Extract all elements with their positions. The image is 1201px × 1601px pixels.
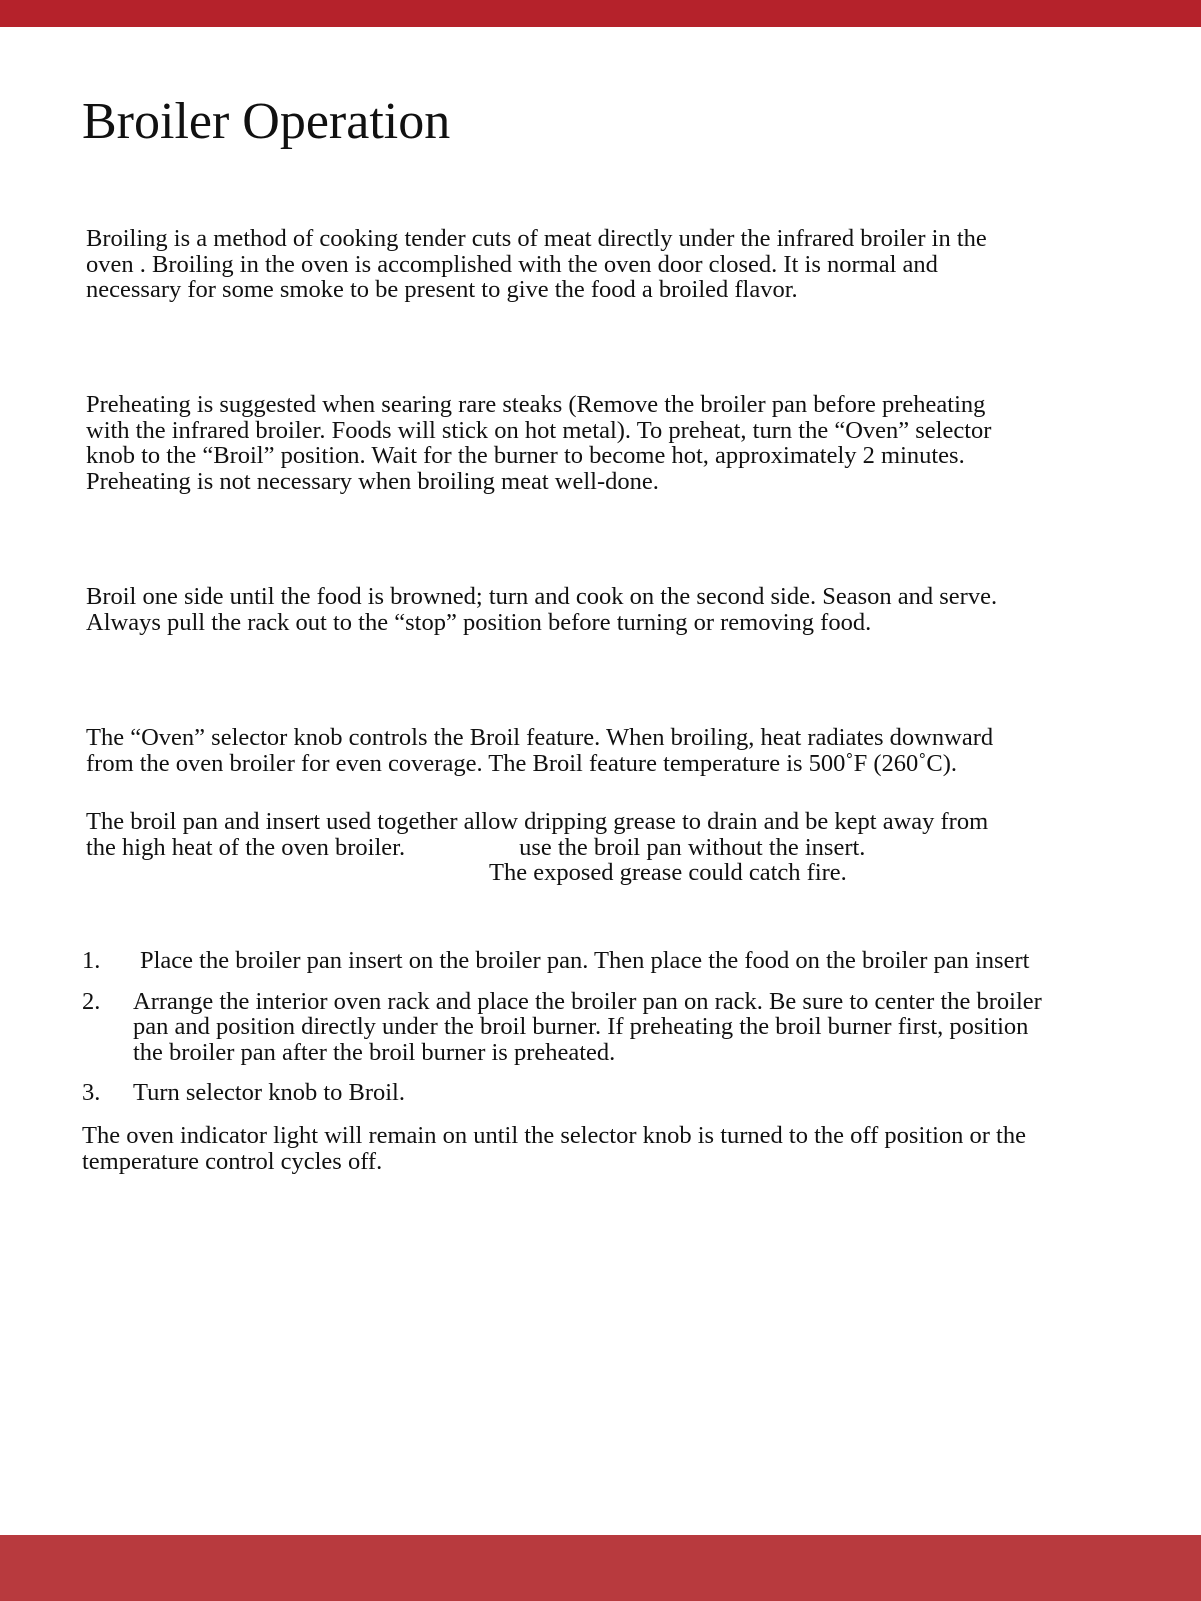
text-line: Broil one side until the food is browned; turn and cook on the second side. Season and serve. xyxy=(86,583,998,610)
step-text xyxy=(82,989,1192,1066)
text-line: Turn selector knob to Broil. xyxy=(133,1079,405,1106)
text-line xyxy=(86,835,1186,861)
text-line: from the oven broiler for even coverage. The Broil feature temperature is 500˚F (260˚C). xyxy=(86,749,958,777)
step-number: 3. xyxy=(82,1079,101,1106)
closing-paragraph xyxy=(82,1123,1192,1174)
step-number: 1. xyxy=(82,947,101,974)
list-item xyxy=(82,1080,1192,1106)
broil-side-paragraph xyxy=(86,584,1186,635)
broil-pan-paragraph xyxy=(86,809,1186,886)
text-line: Place the broiler pan insert on the broiler pan. Then place the food on the broiler pan insert xyxy=(140,947,1030,974)
text-line: the broiler pan after the broil burner is preheated. xyxy=(133,1038,616,1066)
text-line: Preheating is not necessary when broiling meat well-done. xyxy=(86,467,659,495)
step-text xyxy=(82,1080,1192,1106)
intro-paragraph xyxy=(86,226,1186,303)
text-line: The “Oven” selector knob controls the Broil feature. When broiling, heat radiates downward xyxy=(86,724,994,751)
header-bar xyxy=(0,0,1201,27)
preheating-paragraph xyxy=(86,392,1186,494)
text-line: Preheating is suggested when searing rare steaks (Remove the broiler pan before preheating xyxy=(86,391,986,418)
step-number: 2. xyxy=(82,987,101,1015)
text-line: with the infrared broiler. Foods will stick on hot metal). To preheat, turn the “Oven” selector xyxy=(86,416,992,444)
text-line: knob to the “Broil” position. Wait for the burner to become hot, approximately 2 minutes. xyxy=(86,442,965,469)
text-line: oven . Broiling in the oven is accomplished with the oven door closed. It is normal and xyxy=(86,250,938,278)
text-line: The broil pan and insert used together allow dripping grease to drain and be kept away from xyxy=(86,808,989,835)
text-line: Always pull the rack out to the “stop” position before turning or removing food. xyxy=(86,608,872,636)
text-line: Arrange the interior oven rack and place the broiler pan on rack. Be sure to center the broiler xyxy=(133,987,1042,1015)
text-fragment: the high heat of the oven broiler. xyxy=(86,833,406,861)
selector-paragraph xyxy=(86,725,1186,776)
list-item xyxy=(82,948,1192,974)
list-item xyxy=(82,989,1192,1066)
text-line: Broiling is a method of cooking tender cuts of meat directly under the infrared broiler in the xyxy=(86,225,987,252)
text-line: temperature control cycles off. xyxy=(82,1147,383,1175)
text-line: The oven indicator light will remain on until the selector knob is turned to the off position or the xyxy=(82,1122,1026,1149)
page-title: Broiler Operation xyxy=(82,93,451,150)
text-line: necessary for some smoke to be present to give the food a broiled flavor. xyxy=(86,276,798,303)
text-line: The exposed grease could catch fire. xyxy=(489,859,847,886)
step-text xyxy=(82,948,1192,974)
footer-bar xyxy=(0,1535,1201,1601)
text-fragment: use the broil pan without the insert. xyxy=(519,833,866,861)
steps-list xyxy=(82,948,1192,1121)
text-line: pan and position directly under the broil burner. If preheating the broil burner first, position xyxy=(133,1013,1029,1040)
